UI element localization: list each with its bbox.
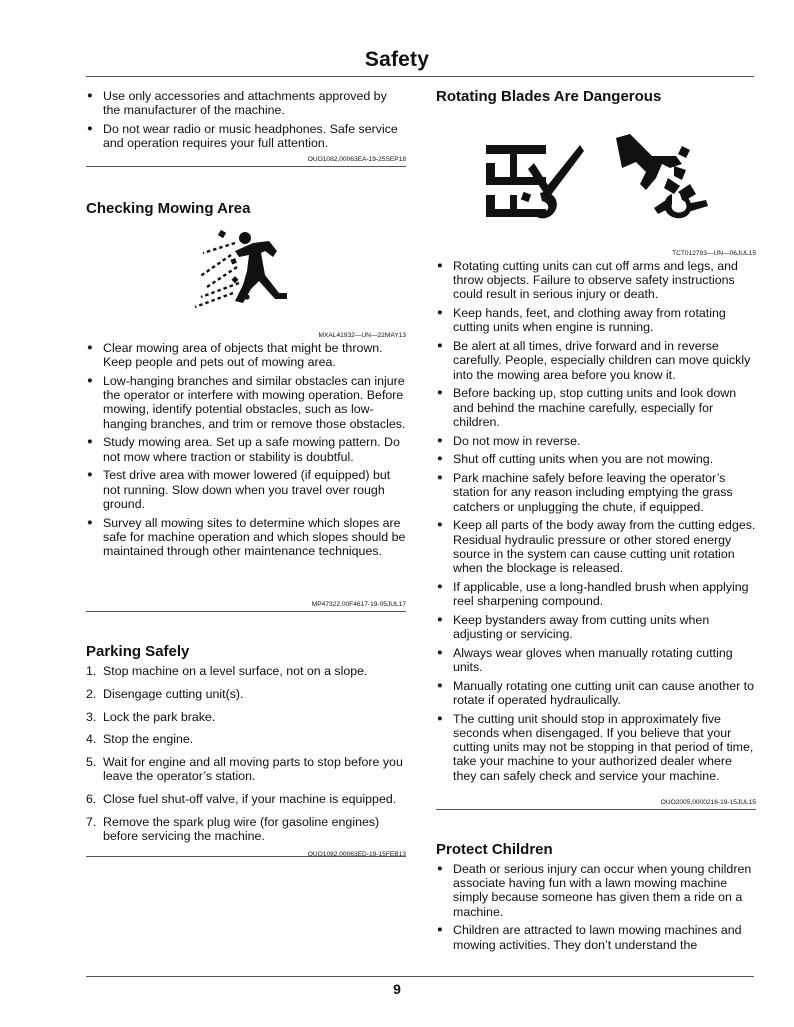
- section-heading-rotating-blades: Rotating Blades Are Dangerous: [436, 88, 662, 105]
- list-item: ● Keep bystanders away from cutting units when adjusting or servicing.: [436, 613, 756, 641]
- checking-bullet-list: [86, 341, 406, 563]
- list-item: ● Be alert at all times, drive forward and in reverse carefully. People, especially children can move quickly into the mowing area before you know it.: [436, 339, 756, 382]
- reference-code: OUO1082,00063EA-19-25SEP18: [307, 156, 406, 163]
- step-text: Wait for engine and all moving parts to stop before you leave the operator’s station.: [103, 755, 403, 784]
- step-number: 7.: [86, 814, 97, 829]
- step-number: 1.: [86, 664, 97, 678]
- step-text: Lock the park brake.: [103, 709, 216, 724]
- thrown-objects-warning-icon: [191, 227, 301, 311]
- step-text: Remove the spark plug wire (for gasoline engines) before servicing the machine.: [103, 814, 380, 844]
- footer-divider: [86, 976, 754, 977]
- rotary-blade-hazard-icon: [616, 134, 712, 224]
- step-number: 4.: [86, 732, 97, 747]
- section-divider: [436, 809, 756, 810]
- list-item: [86, 710, 406, 724]
- page-number: 9: [393, 981, 401, 997]
- section-heading-protect-children: Protect Children: [436, 841, 553, 858]
- figure-code: TCT012793—UN—06JUL15: [672, 250, 756, 257]
- list-item: [86, 664, 406, 678]
- page-title: Safety: [364, 48, 430, 71]
- list-item: ● Park machine safely before leaving the operator’s station for any reason including emptying the grass catchers or unplugging the chute, if equipped.: [436, 471, 756, 514]
- list-item: ● If applicable, use a long-handled brush when applying reel sharpening compound.: [436, 580, 756, 608]
- blades-bullet-list: [436, 259, 756, 787]
- list-item: ● Use only accessories and attachments approved by the manufacturer of the machine.: [86, 89, 406, 117]
- intro-bullet-list: [86, 89, 406, 155]
- list-item: ● Do not mow in reverse.: [436, 434, 756, 448]
- list-item: ● Test drive area with mower lowered (if equipped) but not running. Slow down when you travel over rough ground.: [86, 468, 406, 511]
- figure-code: MXAL41932—UN—22MAY13: [318, 332, 406, 339]
- list-item: ● Survey all mowing sites to determine which slopes are safe for machine operation and which slopes should be maintained through other maintenance techniques.: [86, 516, 406, 559]
- title-divider: [86, 76, 754, 77]
- step-number: 2.: [86, 686, 97, 701]
- list-item: [86, 815, 406, 843]
- reference-code: OUO2005,0000216-19-15JUL15: [660, 799, 756, 806]
- list-item: ● Low-hanging branches and similar obstacles can injure the operator or interfere with mowing operation. Before mowing, identify potential obstacles, such as low-hanging branches, and trim or remove those obstacles.: [86, 374, 406, 431]
- step-text: Stop the engine.: [103, 732, 194, 747]
- section-divider: [86, 611, 406, 612]
- step-text: Close fuel shut-off valve, if your machine is equipped.: [103, 792, 397, 807]
- step-text: Disengage cutting unit(s).: [103, 686, 244, 701]
- list-item: ● Do not wear radio or music headphones. Safe service and operation requires your full attention.: [86, 122, 406, 150]
- step-text: Stop machine on a level surface, not on a slope.: [103, 664, 368, 678]
- list-item: ● Shut off cutting units when you are not mowing.: [436, 452, 756, 466]
- reel-blade-hazard-icon: [484, 133, 584, 225]
- list-item: ● Clear mowing area of objects that might be thrown. Keep people and pets out of mowing area.: [86, 341, 406, 369]
- step-number: 6.: [86, 792, 97, 807]
- section-heading-parking-safely: Parking Safely: [86, 643, 190, 660]
- children-bullet-list: [436, 862, 756, 956]
- list-item: [86, 732, 406, 746]
- reference-code: OUO1082,00063ED-19-15FEB13: [307, 851, 406, 858]
- list-item: ● Keep all parts of the body away from the cutting edges. Residual hydraulic pressure or other stored energy source in the system can cause cutting unit rotation when the blockage is released.: [436, 518, 756, 575]
- list-item: [86, 755, 406, 783]
- list-item: ● Before backing up, stop cutting units and look down and behind the machine carefully, especially for children.: [436, 386, 756, 429]
- section-divider: [86, 166, 406, 167]
- list-item: ● Keep hands, feet, and clothing away from rotating cutting units when engine is running.: [436, 306, 756, 334]
- step-number: 3.: [86, 709, 97, 724]
- list-item: ● Study mowing area. Set up a safe mowing pattern. Do not mow where traction or stability is doubtful.: [86, 435, 406, 463]
- list-item: ● Manually rotating one cutting unit can cause another to rotate if operated hydraulically.: [436, 679, 756, 707]
- step-number: 5.: [86, 755, 97, 770]
- list-item: ● Death or serious injury can occur when young children associate having fun with a lawn mowing machine simply because someone has given them a ride on a machine.: [436, 862, 756, 919]
- list-item: ● The cutting unit should stop in approximately five seconds when disengaged. If you believe that your cutting units may not be stopping in that period of time, take your machine to your authorized dealer where they can safely check and service your machine.: [436, 712, 756, 783]
- list-item: ● Always wear gloves when manually rotating cutting units.: [436, 646, 756, 674]
- parking-steps-list: [86, 664, 406, 852]
- list-item: ● Rotating cutting units can cut off arms and legs, and throw objects. Failure to observe safety instructions could result in serious injury or death.: [436, 259, 756, 302]
- section-heading-checking-mowing-area: Checking Mowing Area: [86, 200, 251, 217]
- reference-code: MP47322,00F4617-19-05JUL17: [311, 601, 406, 608]
- list-item: [86, 792, 406, 806]
- list-item: ● Children are attracted to lawn mowing machines and mowing activities. They don’t understand the: [436, 923, 756, 951]
- list-item: [86, 687, 406, 701]
